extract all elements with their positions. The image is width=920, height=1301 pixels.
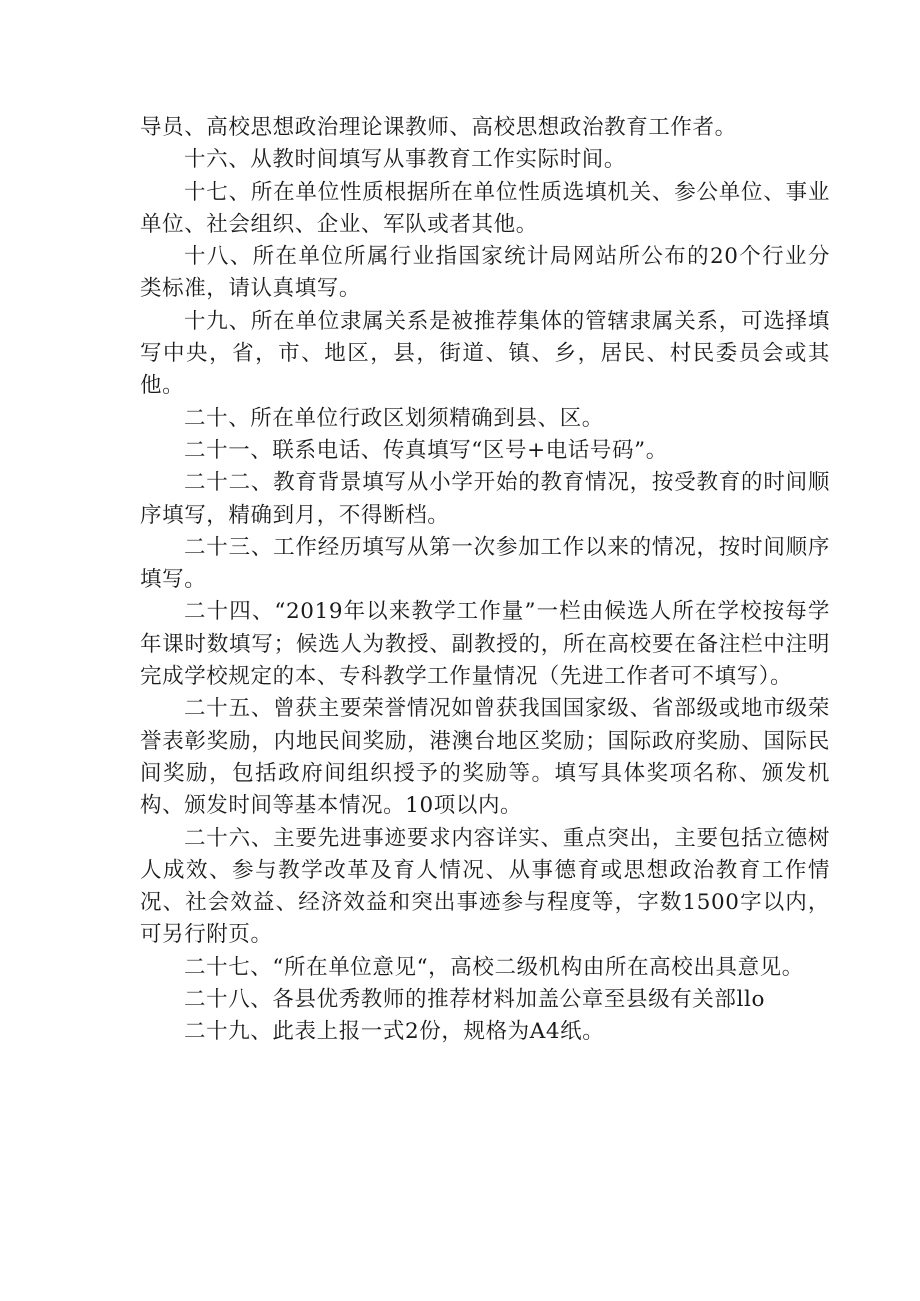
paragraph-item-24: 二十四、“2019年以来教学工作量”一栏由候选人所在学校按每学年课时数填写；候选人为教授、副教授的，所在高校要在备注栏中注明完成学校规定的本、专科教学工作量情况（先进工作者可不填写）。 [140, 599, 830, 690]
paragraph-item-16: 十六、从教时间填写从事教育工作实际时间。 [184, 147, 627, 173]
paragraph-item-20: 二十、所在单位行政区划须精确到县、区。 [184, 405, 604, 431]
paragraph-item-22: 二十二、教育背景填写从小学开始的教育情况，按受教育的时间顺序填写，精确到月，不得断档。 [140, 470, 830, 528]
paragraph-item-17: 十七、所在单位性质根据所在单位性质选填机关、参公单位、事业单位、社会组织、企业、军队或者其他。 [140, 179, 830, 237]
paragraph-item-29: 二十九、此表上报一式2份，规格为A4纸。 [184, 1019, 605, 1045]
document-body [140, 112, 830, 1049]
paragraph-item-26: 二十六、主要先进事迹要求内容详实、重点突出，主要包括立德树人成效、参与教学改革及育人情况、从事德育或思想政治教育工作情况、社会效益、经济效益和突出事迹参与程度等，字数1500字以内，可另行附页。 [140, 825, 830, 948]
paragraph-item-25: 二十五、曾获主要荣誉情况如曾获我国国家级、省部级或地市级荣誉表彰奖励，内地民间奖励，港澳台地区奖励；国际政府奖励、国际民间奖励，包括政府间组织授予的奖励等。填写具体奖项名称、颁发机构、颁发时间等基本情况。10项以内。 [140, 696, 830, 819]
paragraph-item-27: 二十七、“所在单位意见“，高校二级机构由所在高校出具意见。 [184, 954, 804, 980]
paragraph-item-19: 十九、所在单位隶属关系是被推荐集体的管辖隶属关系，可选择填写中央，省，市、地区，县，街道、镇、乡，居民、村民委员会或其他。 [140, 308, 830, 399]
paragraph-item-21: 二十一、联系电话、传真填写“区号+电话号码”。 [184, 437, 668, 463]
paragraph-item-18: 十八、所在单位所属行业指国家统计局网站所公布的20个行业分类标准，请认真填写。 [140, 244, 830, 302]
paragraph-continued: 导员、高校思想政治理论课教师、高校思想政治教育工作者。 [140, 115, 737, 140]
paragraph-item-28: 二十八、各县优秀教师的推荐材料加盖公章至县级有关部llo [184, 987, 765, 1013]
paragraph-item-23: 二十三、工作经历填写从第一次参加工作以来的情况，按时间顺序填写。 [140, 534, 830, 593]
